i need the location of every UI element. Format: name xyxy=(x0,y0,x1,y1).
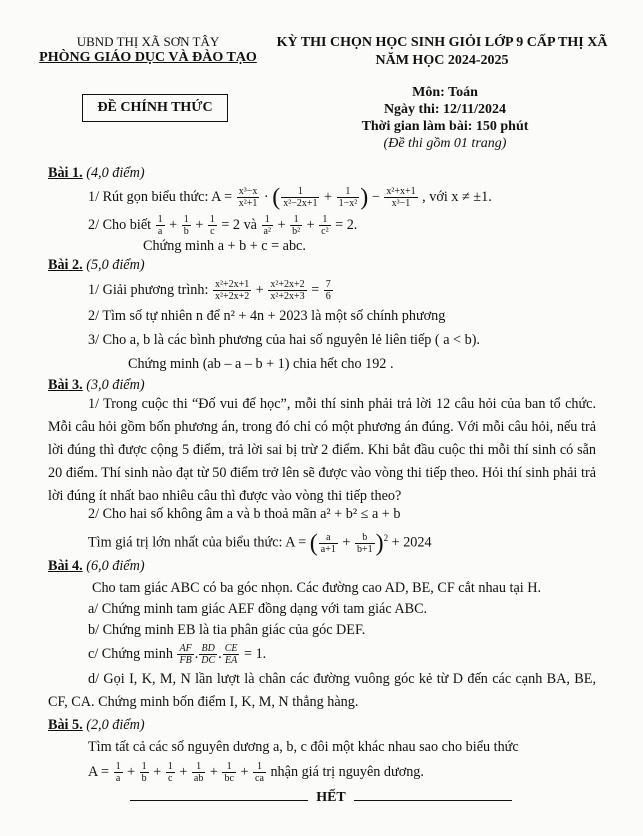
bai3-q2-line2: Tìm giá trị lớn nhất của biểu thức: A = ( $\frac{a}{a+1}$ + $\frac{b}{b+1}$ )$^2$ + 2024 xyxy=(88,530,432,557)
bai4-qc: c/ Chứng minh $\frac{AF}{FB}$ . $\frac{BD}{DC}$ . $\frac{CE}{EA}$ = 1. xyxy=(88,643,267,666)
bai1-q1-prefix: 1/ Rút gọn biểu thức: A = xyxy=(88,188,236,205)
bai3-points: (3,0 điểm) xyxy=(82,377,145,393)
frac-c: $\frac{1}{\text{1−x²}}$ xyxy=(338,186,358,209)
bai2-points: (5,0 điểm) xyxy=(82,257,145,273)
bai2-q3-line2: Chứng minh (ab – a – b + 1) chia hết cho 192 . xyxy=(128,356,394,372)
footer-rule-right xyxy=(354,800,512,801)
bai2-q1-prefix: 1/ Giải phương trình: xyxy=(88,281,212,298)
department-line1: UBND THỊ XÃ SƠN TÂY xyxy=(76,34,220,49)
pages-note: (Đề thi gồm 01 trang) xyxy=(383,136,507,151)
bai4-intro: Cho tam giác ABC có ba góc nhọn. Các đường cao AD, BE, CF cắt nhau tại H. xyxy=(92,580,542,596)
bai3-heading xyxy=(48,376,145,394)
bai5-intro: Tìm tất cả các số nguyên dương a, b, c đôi một khác nhau sao cho biểu thức xyxy=(88,739,519,755)
school-year: NĂM HỌC 2024-2025 xyxy=(375,53,509,68)
bai5-expr: A = $\frac{1}{a}$ + $\frac{1}{b}$ + $\frac{1}{c}$ + $\frac{1}{ab}$ + $\frac{1}{bc}$ + $\frac{1}{ca}$ nhận giá trị nguyên dương. xyxy=(88,761,424,784)
bai4-qd: d/ Gọi I, K, M, N lần lượt là chân các đường vuông góc kẻ từ D đến các cạnh BA, BE, CF, CA. Chứng minh bốn điểm I, K, M, N thẳng hàng. xyxy=(48,671,596,710)
bai1-title: Bài 1. xyxy=(48,165,83,181)
bai3-q2-prefix: Tìm giá trị lớn nhất của biểu thức: A = xyxy=(88,534,310,551)
bai4-qa: a/ Chứng minh tam giác AEF đồng dạng với tam giác ABC. xyxy=(88,601,428,617)
exam-duration: Thời gian làm bài: 150 phút xyxy=(361,119,529,134)
bai3-q1: 1/ Trong cuộc thi “Đố vui để học”, mỗi thí sinh phải trả lời 12 câu hỏi của ban tổ chức. Mỗi câu hỏi gồm bốn phương án, trong đó chỉ có một phương án đúng. Với mỗi câu hỏi, nếu trả lời đúng thì được cộng 5 điểm, trả lời sai bị trừ 2 điểm. Khi bắt đầu cuộc thi mỗi thí sinh có sẵn 20 điểm. Thí sinh nào đạt từ 50 điểm trở lên sẽ được vào vòng thi tiếp theo. Hỏi thí sinh phải trả lời đúng ít nhất bao nhiêu câu thì được vào vòng thi tiếp theo? xyxy=(48,396,596,504)
exam-title: KỲ THI CHỌN HỌC SINH GIỎI LỚP 9 CẤP THỊ XÃ xyxy=(276,35,608,50)
end-text: HẾT xyxy=(316,790,346,805)
department-line2: PHÒNG GIÁO DỤC VÀ ĐÀO TẠO xyxy=(39,50,257,65)
exam-date: Ngày thi: 12/11/2024 xyxy=(383,102,507,117)
bai1-q1-suffix: , với x ≠ ±1. xyxy=(418,188,492,205)
frac-a: $\frac{\text{x³−x}}{\text{x²+1}}$ xyxy=(238,186,258,209)
bai2-heading xyxy=(48,256,145,274)
bai2-q2: 2/ Tìm số tự nhiên n để n² + 4n + 2023 là một số chính phương xyxy=(88,308,446,324)
bai5-expr-suffix: nhận giá trị nguyên dương. xyxy=(266,763,424,780)
bai3-q2: 2/ Cho hai số không âm a và b thoả mãn a² + b² ≤ a + b xyxy=(88,506,401,522)
subject: Môn: Toán xyxy=(412,85,478,100)
official-exam-box xyxy=(82,94,228,122)
bai4-title: Bài 4. xyxy=(48,558,83,574)
bai2-q1: 1/ Giải phương trình: $\frac{\text{x²+2x+1}}{\text{x²+2x+2}}$ + $\frac{\text{x²+2x+2}}{\text{x²+2x+3}}$ = $\frac{7}{6}$ xyxy=(88,279,331,302)
bai1-q2: 2/ Cho biết $\frac{1}{a}$ + $\frac{1}{b}$ + $\frac{1}{c}$ = 2 và $\frac{1}{\text{a²}}$ + $\frac{1}{\text{b²}}$ + $\frac{1}{\text{c²}}$ = 2. xyxy=(88,214,358,237)
bai3-title: Bài 3. xyxy=(48,377,83,393)
bai4-points: (6,0 điểm) xyxy=(82,558,145,574)
bai2-q3: 3/ Cho a, b là các bình phương của hai số nguyên lẻ liên tiếp ( a < b). xyxy=(88,332,480,348)
bai5-title: Bài 5. xyxy=(48,717,83,733)
bai1-q2-prefix: 2/ Cho biết xyxy=(88,216,155,233)
bai2-title: Bài 2. xyxy=(48,257,83,273)
bai1-points: (4,0 điểm) xyxy=(82,165,145,181)
bai4-qc-prefix: c/ Chứng minh xyxy=(88,645,177,662)
bai4-heading xyxy=(48,557,145,575)
bai1-q2-line2: Chứng minh a + b + c = abc. xyxy=(143,238,306,254)
bai5-points: (2,0 điểm) xyxy=(82,717,145,733)
frac-d: $\frac{\text{x²+x+1}}{\text{x³−1}}$ xyxy=(386,186,416,209)
official-exam-label: ĐỀ CHÍNH THỨC xyxy=(97,100,213,115)
frac-b: $\frac{1}{\text{x²−2x+1}}$ xyxy=(283,186,318,209)
bai5-heading xyxy=(48,716,145,734)
footer-rule-left xyxy=(130,800,308,801)
bai4-qb: b/ Chứng minh EB là tia phân giác của góc DEF. xyxy=(88,622,366,638)
bai1-heading xyxy=(48,164,145,182)
bai1-q1: 1/ Rút gọn biểu thức: A = $\frac{\text{x³−x}}{\text{x²+1}}$ · ( $\frac{1}{\text{x²−2x+1}}$ + $\frac{1}{\text{1−x²}}$ ) − $\frac{\text{x²+x+1}}{\text{x³−1}}$ , với x ≠ ±1. xyxy=(88,184,492,211)
